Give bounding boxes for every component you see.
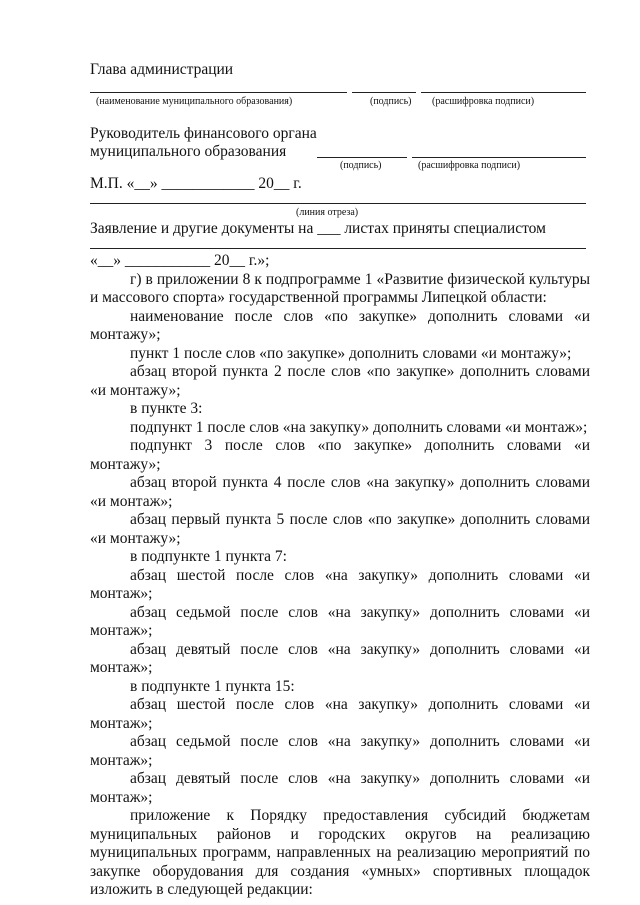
paragraph: пункт 1 после слов «по закупке» дополнить словами «и монтажу»;	[130, 344, 572, 362]
head-of-administration: Глава администрации	[90, 61, 234, 78]
signature-line-sign-1	[352, 92, 416, 93]
paragraph: абзац девятый после слов «на закупку» дополнить словами «и монтаж»;	[90, 770, 590, 806]
paragraph: абзац шестой после слов «на закупку» дополнить словами «и монтаж»;	[90, 566, 590, 602]
paragraph: «__» ___________ 20__ г.»;	[90, 252, 270, 269]
seal-date-line: М.П. «__» ____________ 20__ г.	[90, 175, 302, 192]
paragraph: абзац шестой после слов «на закупку» дополнить словами «и монтаж»;	[90, 696, 590, 732]
paragraph: в пункте 3:	[130, 400, 203, 417]
label-signature-transcript-2: (расшифровка подписи)	[418, 160, 521, 171]
paragraph: абзац первый пункта 5 после слов «по закупке» дополнить словами «и монтажу»;	[90, 511, 590, 547]
label-municipality-name: (наименование муниципального образования)	[96, 96, 293, 107]
paragraph: приложение к Порядку предоставления субсидий бюджетам муниципальных районов и городских округов на реализацию муниципальных программ, направленных на реализацию мероприятий по закупке оборудования для создания «умных» спортивных площадок изложить в следующей редакции:	[90, 807, 590, 898]
paragraph: подпункт 1 после слов «на закупку» дополнить словами «и монтаж»;	[130, 418, 588, 436]
signature-line-transcript-2	[412, 157, 586, 158]
amendment-text	[90, 252, 590, 900]
paragraph: абзац седьмой после слов «на закупку» дополнить словами «и монтаж»;	[90, 603, 590, 639]
finance-head-line-2: муниципального образования	[90, 143, 287, 160]
label-signature-1: (подпись)	[370, 96, 412, 107]
cut-line	[90, 203, 586, 204]
paragraph: абзац седьмой после слов «на закупку» дополнить словами «и монтаж»;	[90, 733, 590, 769]
cut-line-label: (линия отреза)	[296, 207, 359, 218]
signature-line-municipality	[90, 92, 347, 93]
paragraph: г) в приложении 8 к подпрограмме 1 «Развитие физической культуры и массового спорта» государственной программы Липецкой области:	[90, 270, 590, 306]
signature-line-transcript-1	[421, 92, 586, 93]
label-signature-transcript-1: (расшифровка подписи)	[432, 96, 535, 107]
paragraph: абзац второй пункта 2 после слов «по закупке» дополнить словами «и монтажу»;	[90, 363, 590, 399]
paragraph: наименование после слов «по закупке» дополнить словами «и монтажу»;	[90, 307, 590, 343]
paragraph: в подпункте 1 пункта 7:	[130, 548, 287, 565]
paragraph: в подпункте 1 пункта 15:	[130, 677, 295, 695]
paragraph: подпункт 3 после слов «по закупке» дополнить словами «и монтажу»;	[90, 437, 590, 473]
accepted-underline	[90, 248, 586, 249]
signature-line-sign-2	[317, 157, 407, 158]
paragraph: абзац второй пункта 4 после слов «на закупку» дополнить словами «и монтаж»;	[90, 474, 590, 510]
paragraph: абзац девятый после слов «на закупку» дополнить словами «и монтаж»;	[90, 640, 590, 676]
finance-head-line-1: Руководитель финансового органа	[90, 125, 317, 142]
documents-accepted-line: Заявление и другие документы на ___ листах приняты специалистом	[90, 220, 546, 237]
label-signature-2: (подпись)	[340, 160, 382, 171]
